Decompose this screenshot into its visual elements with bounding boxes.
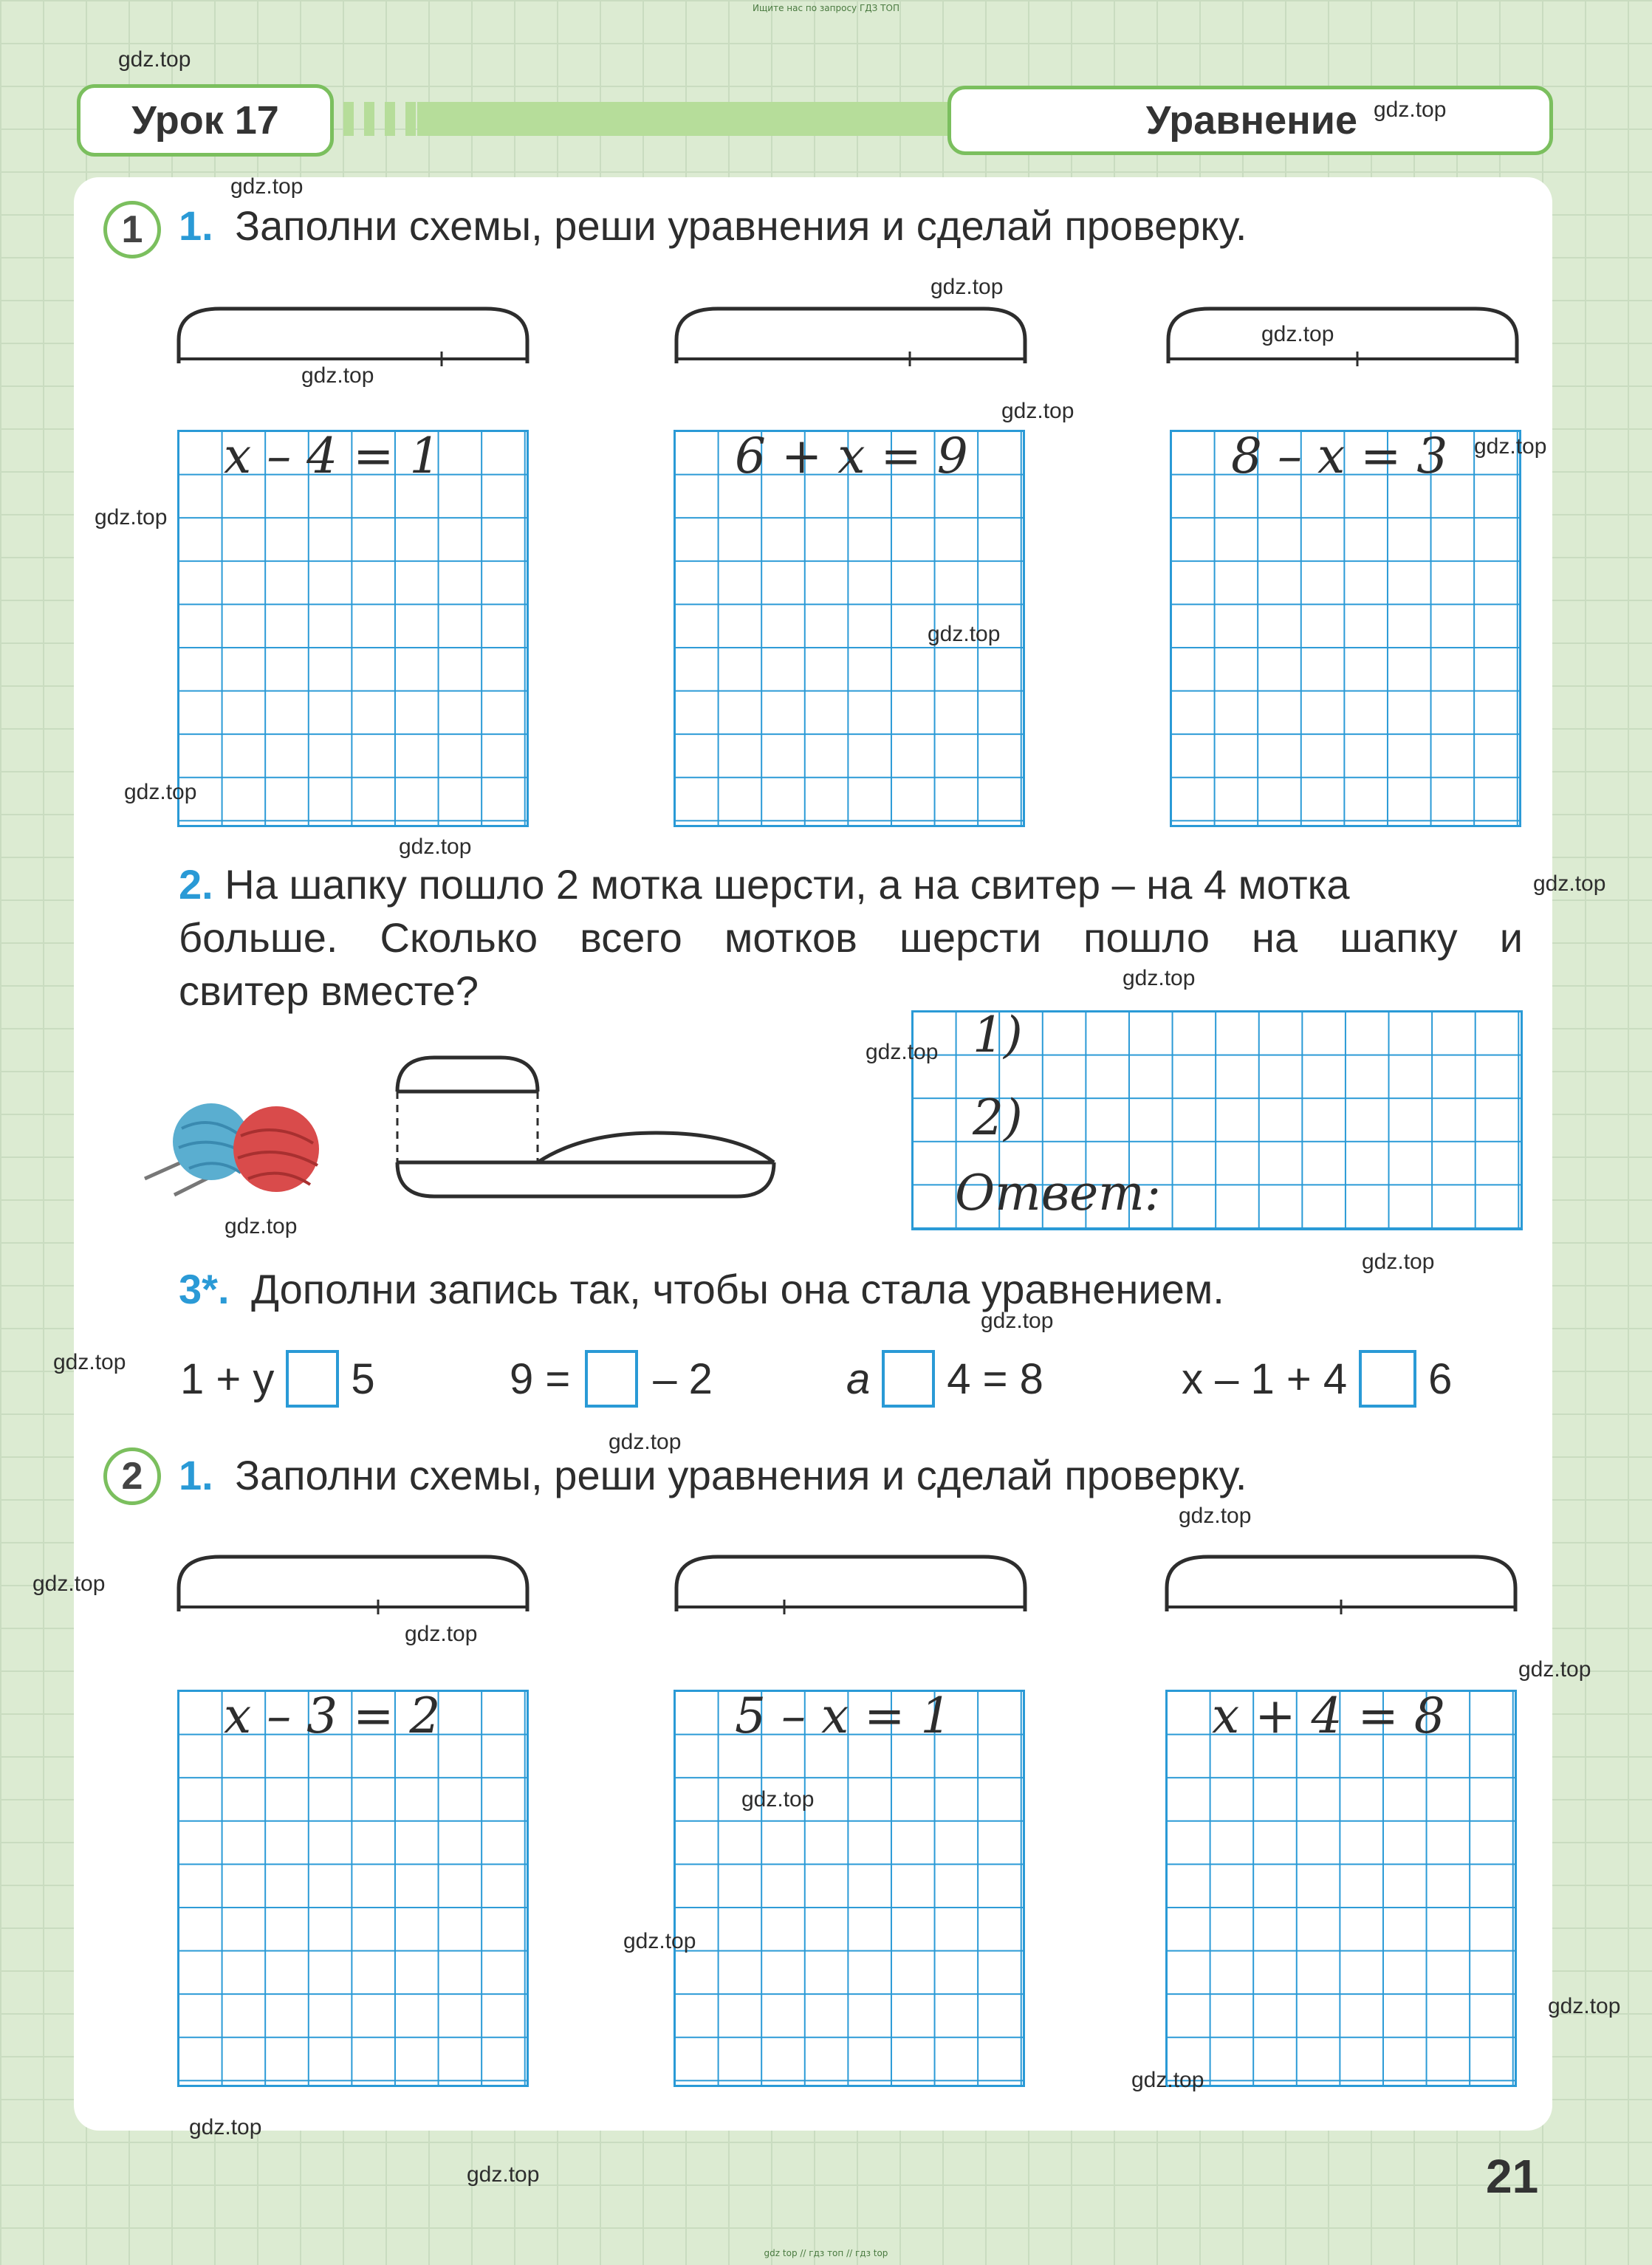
watermark: gdz.top	[1533, 871, 1606, 896]
scheme-arc	[179, 1557, 527, 1611]
scheme-arc	[676, 309, 1025, 363]
red-yarn-ball	[233, 1106, 319, 1192]
bottom-note: gdz top // гдз топ // гдз top	[764, 2248, 888, 2258]
expr-part: 5	[351, 1354, 375, 1403]
watermark: gdz.top	[118, 47, 191, 72]
equation: 6 + x = 9	[735, 428, 968, 484]
page-number: 21	[1486, 2150, 1539, 2203]
number-box[interactable]	[585, 1350, 638, 1408]
header-bar	[417, 102, 949, 136]
answer-label: Ответ:	[955, 1165, 1161, 1221]
top-note: Ищите нас по запросу ГДЗ ТОП	[753, 3, 899, 13]
watermark: gdz.top	[1179, 1504, 1252, 1528]
equation: 5 – x = 1	[735, 1687, 952, 1744]
scheme-6[interactable]	[1164, 1551, 1518, 1617]
expr-part: – 2	[653, 1354, 713, 1403]
task-number: 1.	[179, 202, 213, 249]
watermark: gdz.top	[1362, 1250, 1435, 1274]
scheme-arc	[676, 1557, 1025, 1611]
expr-part: 1 + y	[180, 1354, 275, 1403]
watermark: gdz.top	[230, 174, 304, 199]
expr-part: 4 = 8	[947, 1354, 1043, 1403]
task-1-3-text	[179, 1263, 1224, 1316]
task-number: 1.	[179, 1452, 213, 1498]
watermark: gdz.top	[189, 2115, 262, 2139]
sign-box[interactable]	[1359, 1350, 1416, 1408]
topic-badge	[947, 86, 1553, 155]
expression-4	[1182, 1350, 1452, 1408]
task-2-diagram[interactable]	[390, 1052, 789, 1199]
watermark: gdz.top	[609, 1430, 682, 1454]
solution-grid-4[interactable]	[177, 1687, 529, 2087]
expr-part: 9 =	[510, 1354, 571, 1403]
sign-box[interactable]	[286, 1350, 339, 1408]
watermark: gdz.top	[981, 1309, 1054, 1333]
watermark: gdz.top	[301, 363, 374, 388]
solution-grid-3[interactable]	[1170, 430, 1521, 827]
scheme-arc	[179, 309, 527, 363]
task-line-2: больше. Сколько всего мотков шерсти пошло на шапку и	[179, 914, 1523, 961]
task-line-3: свитер вместе?	[179, 967, 479, 1014]
watermark: gdz.top	[741, 1787, 815, 1812]
topic-title: Уравнение	[1145, 98, 1357, 143]
scheme-arc	[1168, 309, 1517, 363]
task-1-1-text	[179, 199, 1247, 253]
equation: x – 4 = 1	[224, 428, 441, 484]
solution-grid-6[interactable]	[1165, 1687, 1517, 2087]
task-number: 3*.	[179, 1266, 230, 1312]
watermark: gdz.top	[124, 780, 197, 804]
watermark: gdz.top	[1548, 1994, 1621, 2018]
watermark: gdz.top	[32, 1572, 106, 1596]
task-number: 2.	[179, 861, 213, 908]
expression-1	[180, 1350, 375, 1408]
watermark: gdz.top	[467, 2162, 540, 2187]
watermark: gdz.top	[928, 622, 1001, 646]
watermark: gdz.top	[1474, 434, 1547, 459]
scheme-2[interactable]	[674, 303, 1028, 369]
watermark: gdz.top	[225, 1214, 298, 1238]
scheme-4[interactable]	[176, 1551, 530, 1617]
watermark: gdz.top	[1131, 2068, 1204, 2092]
watermark: gdz.top	[930, 275, 1004, 299]
watermark: gdz.top	[405, 1622, 478, 1646]
expression-3	[846, 1350, 1043, 1408]
solution-grid-1[interactable]	[177, 430, 529, 827]
section-1-marker: 1	[103, 201, 161, 258]
task-instruction: Заполни схемы, реши уравнения и сделай проверку.	[235, 202, 1247, 249]
hat-arc	[397, 1058, 538, 1092]
expr-part: 6	[1428, 1354, 1453, 1403]
task-1-2-text	[179, 858, 1523, 1018]
scheme-3[interactable]	[1165, 303, 1520, 369]
expr-part: x – 1 + 4	[1182, 1354, 1348, 1403]
scheme-5[interactable]	[674, 1551, 1028, 1617]
scheme-1[interactable]	[176, 303, 530, 369]
expr-part: a	[846, 1354, 871, 1403]
task-instruction: Заполни схемы, реши уравнения и сделай проверку.	[235, 1452, 1247, 1498]
expression-2	[510, 1350, 713, 1408]
section-2-marker: 2	[103, 1447, 161, 1505]
lesson-title: Урок 17	[131, 98, 279, 143]
watermark: gdz.top	[1123, 966, 1196, 990]
task-line-1-text: На шапку пошло 2 мотка шерсти, а на свитер – на 4 мотка	[225, 861, 1350, 908]
task-2-1-text	[179, 1449, 1247, 1502]
equation: x + 4 = 8	[1212, 1687, 1445, 1744]
task-instruction: Дополни запись так, чтобы она стала уравнением.	[251, 1266, 1224, 1312]
watermark: gdz.top	[1001, 399, 1075, 423]
extra-arc	[538, 1133, 774, 1162]
sign-box[interactable]	[882, 1350, 935, 1408]
yarn-balls-image	[130, 1092, 337, 1210]
watermark: gdz.top	[1518, 1657, 1591, 1682]
watermark: gdz.top	[1374, 97, 1447, 122]
header-stripes	[343, 102, 417, 136]
answer-grid[interactable]	[911, 1007, 1523, 1230]
sweater-brace	[397, 1162, 774, 1196]
answer-step-1: 1)	[973, 1007, 1023, 1063]
watermark: gdz.top	[1261, 322, 1334, 346]
watermark: gdz.top	[53, 1350, 126, 1374]
watermark: gdz.top	[623, 1929, 696, 1953]
solution-grid-5[interactable]	[674, 1687, 1025, 2087]
equation: 8 – x = 3	[1231, 428, 1448, 484]
lesson-badge	[77, 84, 334, 157]
answer-step-2: 2)	[973, 1089, 1023, 1146]
watermark: gdz.top	[866, 1040, 939, 1064]
task-line-1	[179, 858, 1523, 911]
equation: x – 3 = 2	[224, 1687, 441, 1744]
watermark: gdz.top	[399, 835, 472, 859]
watermark: gdz.top	[95, 505, 168, 530]
